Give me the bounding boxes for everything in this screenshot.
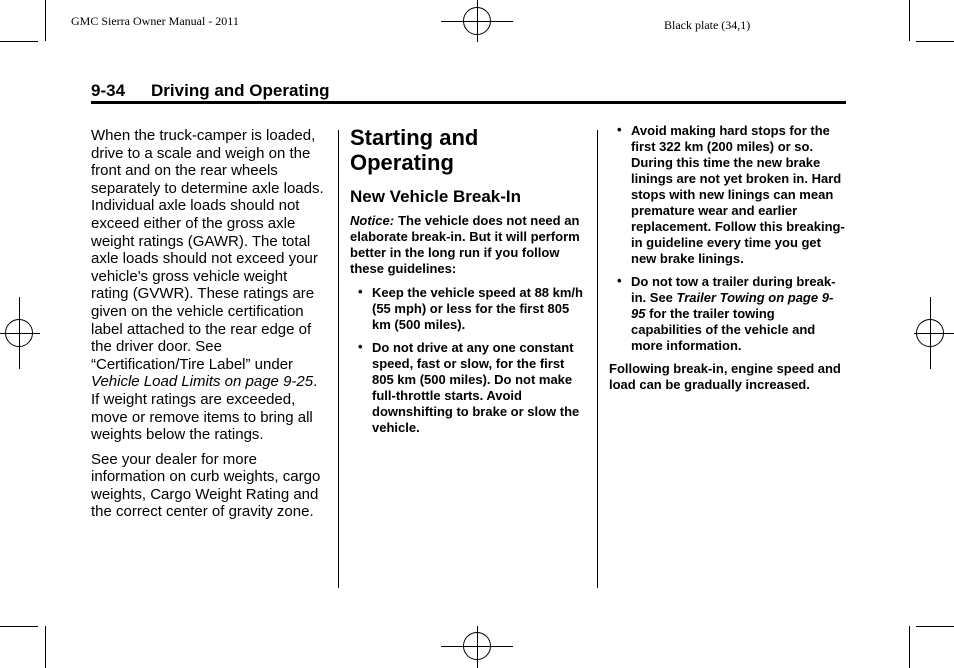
column-2 [350,125,586,443]
heading-rule [91,101,846,104]
cross-reference-link[interactable]: Trailer Towing on page 9-95 [631,290,834,321]
column-divider [597,130,598,588]
crop-mark [916,626,954,627]
crop-mark [916,41,954,42]
cross-reference-link[interactable]: Vehicle Load Limits on page 9-25 [91,373,314,391]
crop-mark [909,626,910,668]
paragraph: When the truck-camper is loaded, drive to a scale and weigh on the front and on the rear wheels separately to determine axle loads. Individual axle loads should not exceed either of the gross axle weight ratings (GAWR). The total axle loads should not exceed your vehicle's gross vehicle weight rating (GVWR). These ratings are given on the vehicle certification label attached to the rear edge of the driver door. See “Certification/Tire Label” under Vehicle Load Limits on page 9-25. If weight ratings are exceeded, move or remove items to bring all weights below the ratings. [91,127,324,444]
plate-label: Black plate (34,1) [664,18,751,32]
notice-label: Notice: [350,213,395,228]
page-heading [91,81,330,101]
crop-mark [0,41,38,42]
bullet-list [609,123,845,354]
bullet-icon: • [617,122,622,137]
manual-title: GMC Sierra Owner Manual - 2011 [71,14,239,28]
bullet-icon: • [358,284,363,299]
subsection-title: New Vehicle Break-In [350,187,522,206]
notice-text: The vehicle does not need an elaborate break-in. But it will perform better in the long run if you follow these guidelines: [350,213,580,276]
crop-mark [909,0,910,41]
notice [350,213,586,277]
list-item: • Do not drive at any one constant speed, fast or slow, for the first 805 km (500 miles). Do not make full-throttle starts. Avoid downshifting to brake or slow the vehicle. [358,339,580,435]
column-3 [609,123,845,393]
bullet-list [350,285,586,436]
column-divider [338,130,339,588]
closing-paragraph: Following break-in, engine speed and load can be gradually increased. [609,361,841,392]
crop-mark [45,626,46,668]
list-item: • Avoid making hard stops for the first 322 km (200 miles) or so. During this time the new brake linings are not yet broken in. Hard stops with new linings can mean premature wear and earlier replacement. Follow this breaking-in guideline every time you get new brake linings. [617,122,845,266]
section-title: Starting and Operating [350,125,479,175]
bullet-icon: • [617,273,622,288]
page-number: 9-34 [91,81,126,100]
bullet-icon: • [358,339,363,354]
section-name: Driving and Operating [151,81,330,100]
column-1 [91,127,327,528]
list-item: • Do not tow a trailer during break-in. See Trailer Towing on page 9-95 for the trailer towing capabilities of the vehicle and more information. [617,273,836,353]
list-item: • Keep the vehicle speed at 88 km/h (55 mph) or less for the first 805 km (500 miles). [358,284,583,332]
crop-mark [45,0,46,41]
paragraph: See your dealer for more information on curb weights, cargo weights, Cargo Weight Rating and the correct center of gravity zone. [91,450,321,521]
crop-mark [0,626,38,627]
